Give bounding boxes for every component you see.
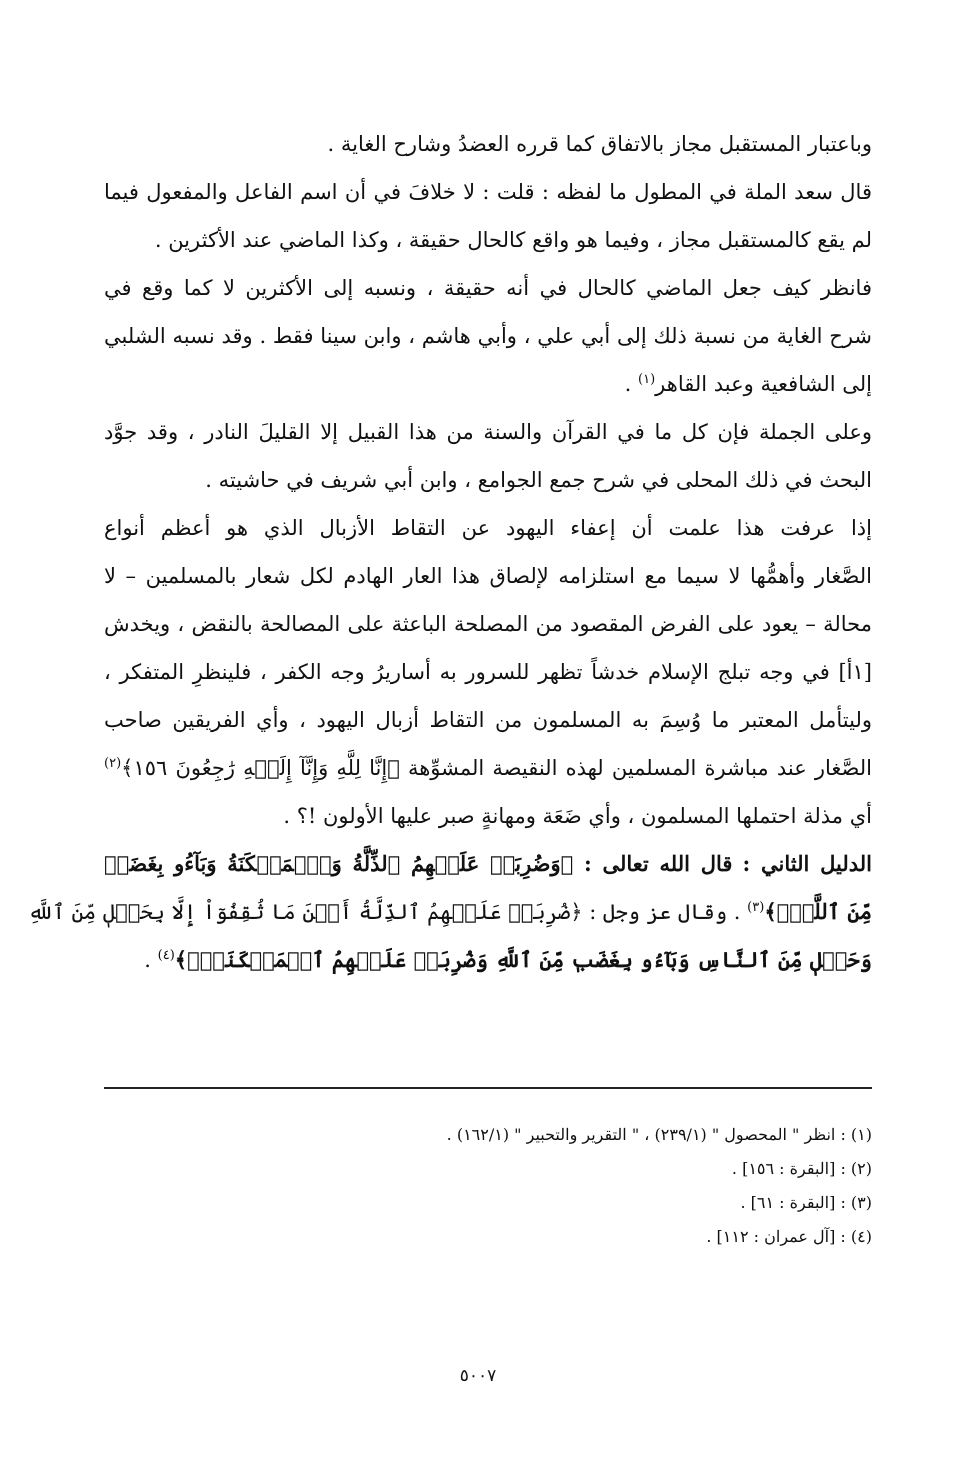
footnote-divider [104, 1087, 872, 1089]
text-line-10: الصَّغار وأهمُّها لا سيما مع استلزامه لإلصاق هذا العار الهادم لكل شعار بالمسلمين – لا [104, 564, 872, 588]
evidence-label: الدليل الثاني : [742, 851, 872, 876]
text-line-13: وليتأمل المعتبر ما وُسِمَ به المسلمون من التقاط أزبال اليهود ، وأي الفريقين صاحب [104, 708, 872, 732]
text-line-12: [١أ] في وجه تبلج الإسلام خدشاً تظهر للسرور به أساريرُ وجه الكفر ، فلينظرِ المتفكر ، [104, 660, 872, 684]
text-line-11: محالة – يعود على الفرض المقصود من المصلحة الباعثة على المصالحة بالنقض ، ويخدش [104, 612, 872, 636]
page-number: ٥٠٠٧ [459, 1366, 497, 1386]
footnote-ref-2[interactable]: (٢) [104, 756, 122, 771]
evidence-line-2: مِّنَ ٱللَّهِۗ﴾$^{(٣)}$ . وقال عز وجل : ﴿ضُرِبَتۡ عَلَيۡهِمُ ٱلذِّلَّةُ أَيۡنَ مَا ثُقِفُوٓاْ إِلَّا بِحَبۡلٖ مِّنَ ٱللَّهِ [27, 899, 872, 924]
text-line-4: فانظر كيف جعل الماضي كالحال في أنه حقيقة ، ونسبه إلى الأكثرين لا كما وقع في [104, 276, 872, 300]
footnote-4: (٤) : [آل عمران : ١١٢] . [706, 1227, 872, 1246]
text-line-1: وباعتبار المستقبل مجاز بالاتفاق كما قرره العضدُ وشارح الغاية . [327, 132, 872, 156]
text-line-9: إذا عرفت هذا علمت أن إعفاء اليهود عن التقاط الأزبال الذي هو أعظم أنواع [104, 516, 872, 540]
footnote-ref-1[interactable]: (١) [638, 372, 656, 387]
text-line-14: الصَّغار عند مباشرة المسلمين لهذه النقيصة المشوِّهة ﴿إِنَّا لِلَّهِ وَإِنَّآ إِلَيۡهِ رَٰجِعُونَ ١٥٦﴾$^{(٢)}$ [104, 756, 872, 780]
text-line-7: وعلى الجملة فإن كل ما في القرآن والسنة من هذا القبيل إلا القليلَ النادر ، وقد جوَّد [104, 420, 872, 444]
evidence-line-1: الدليل الثاني : قال الله تعالى : ﴿وَضُرِبَتۡ عَلَيۡهِمُ ٱلذِّلَّةُ وَٱلۡمَسۡكَنَةُ وَبَآءُو بِغَضَبٖ [104, 851, 872, 876]
evidence-line-3: وَحَبۡلٖ مِّنَ ٱلنَّاسِ وَبَآءُو بِغَضَبٖ مِّنَ ٱللَّهِ وَضُرِبَتۡ عَلَيۡهِمُ ٱلۡمَسۡكَنَةُۚ﴾$^{(٤)}$ . [144, 947, 872, 972]
text-line-3: لم يقع كالمستقبل مجاز ، وفيما هو واقع كالحال حقيقة ، وكذا الماضي عند الأكثرين . [154, 228, 872, 252]
footnote-ref-3[interactable]: (٣) [747, 900, 765, 915]
text-line-6: إلى الشافعية وعبد القاهر$^{(١)}$ . [624, 372, 872, 396]
text-line-15: أي مذلة احتملها المسلمون ، وأي ضَعَة ومهانةٍ صبر عليها الأولون !؟ . [283, 804, 872, 828]
footnote-ref-4[interactable]: (٤) [157, 948, 175, 963]
text-line-8: البحث في ذلك المحلى في شرح جمع الجوامع ، وابن أبي شريف في حاشيته . [205, 468, 872, 492]
footnote-3: (٣) : [البقرة : ٦١] . [740, 1193, 872, 1212]
footnote-2: (٢) : [البقرة : ١٥٦] . [731, 1159, 872, 1178]
footnotes [104, 1118, 872, 1254]
text-line-5: شرح الغاية من نسبة ذلك إلى أبي علي ، وأبي هاشم ، وابن سينا فقط . وقد نسبه الشلبي [104, 324, 872, 348]
footnote-1: (١) : انظر " المحصول " (٢٣٩/١) ، " التقرير والتحبير " (١٦٢/١) . [446, 1125, 872, 1144]
text-line-2: قال سعد الملة في المطول ما لفظه : قلت : لا خلافَ في أن اسم الفاعل والمفعول فيما [104, 180, 872, 204]
main-text [27, 120, 872, 984]
